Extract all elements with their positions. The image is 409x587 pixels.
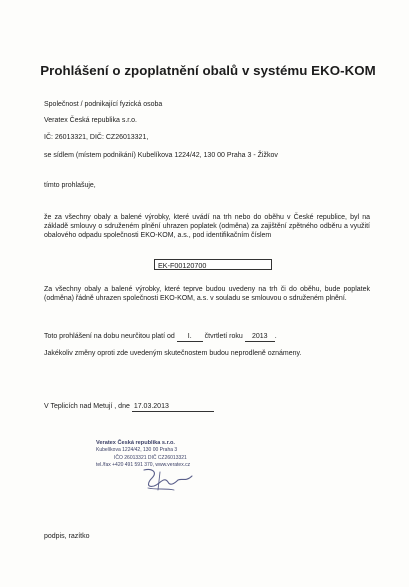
- quarter-field: I.: [177, 332, 203, 342]
- identification-number-box: [154, 259, 272, 270]
- document-title: Prohlášení o zpoplatnění obalů v systému EKO-KOM: [40, 63, 376, 78]
- paragraph-future-packaging: Za všechny obaly a balené výrobky, které teprve budou uvedeny na trh či do oběhu, bude poplatek (odměna) řádně uhrazen společnosti EKO-KOM, a.s. v souladu se smlouvou o sdruženém plnění.: [44, 286, 370, 303]
- stamp-ids: IČO 26013321 DIČ CZ26013321: [114, 455, 187, 462]
- changes-notice: Jakékoliv změny oproti zde uvedeným skutečnostem budou neprodleně oznámeny.: [44, 350, 302, 357]
- stamp-address: Kubelíkova 1224/42, 130 00 Praha 3: [96, 446, 178, 453]
- place-date-line: [44, 402, 214, 412]
- paragraph-existing-packaging: že za všechny obaly a balené výrobky, které uvádí na trh nebo do oběhu v České republice, byl na základě smlouvy o sdruženém plnění uhrazen poplatek (odměna) za zajištění zpětného odběru a využití obalového odpadu společnosti EKO-KOM, a.s., pod identifikačním číslem: [44, 214, 370, 240]
- year-field: 2013: [245, 332, 275, 342]
- validity-text-middle: čtvrtletí roku: [204, 333, 243, 340]
- identification-number: EK-F00120700: [158, 261, 207, 270]
- stamp-company: Veratex Česká republika s.r.o.: [96, 440, 175, 446]
- company-ids: IČ: 26013321, DIČ: CZ26013321,: [44, 134, 149, 141]
- company-stamp: [96, 440, 216, 468]
- date-field: 17.03.2013: [132, 402, 214, 412]
- signature-stamp-label: podpis, razítko: [44, 533, 90, 540]
- company-name: Veratex Česká republika s.r.o.: [44, 117, 137, 124]
- stamp-contact: tel./fax +420 491 591 370, www.veratex.cz: [96, 461, 191, 468]
- signature-mark: [138, 466, 198, 496]
- company-address: se sídlem (místem podnikání) Kubelíkova 1224/42, 130 00 Praha 3 - Žižkov: [44, 152, 278, 159]
- company-label: Společnost / podnikající fyzická osoba: [44, 101, 163, 108]
- place-date-prefix: V Teplicích nad Metují , dne: [44, 403, 130, 410]
- validity-text-start: Toto prohlášení na dobu neurčitou platí od: [44, 333, 175, 340]
- validity-line: [44, 332, 277, 342]
- declares-text: tímto prohlašuje,: [44, 182, 96, 189]
- validity-text-end: .: [274, 333, 277, 340]
